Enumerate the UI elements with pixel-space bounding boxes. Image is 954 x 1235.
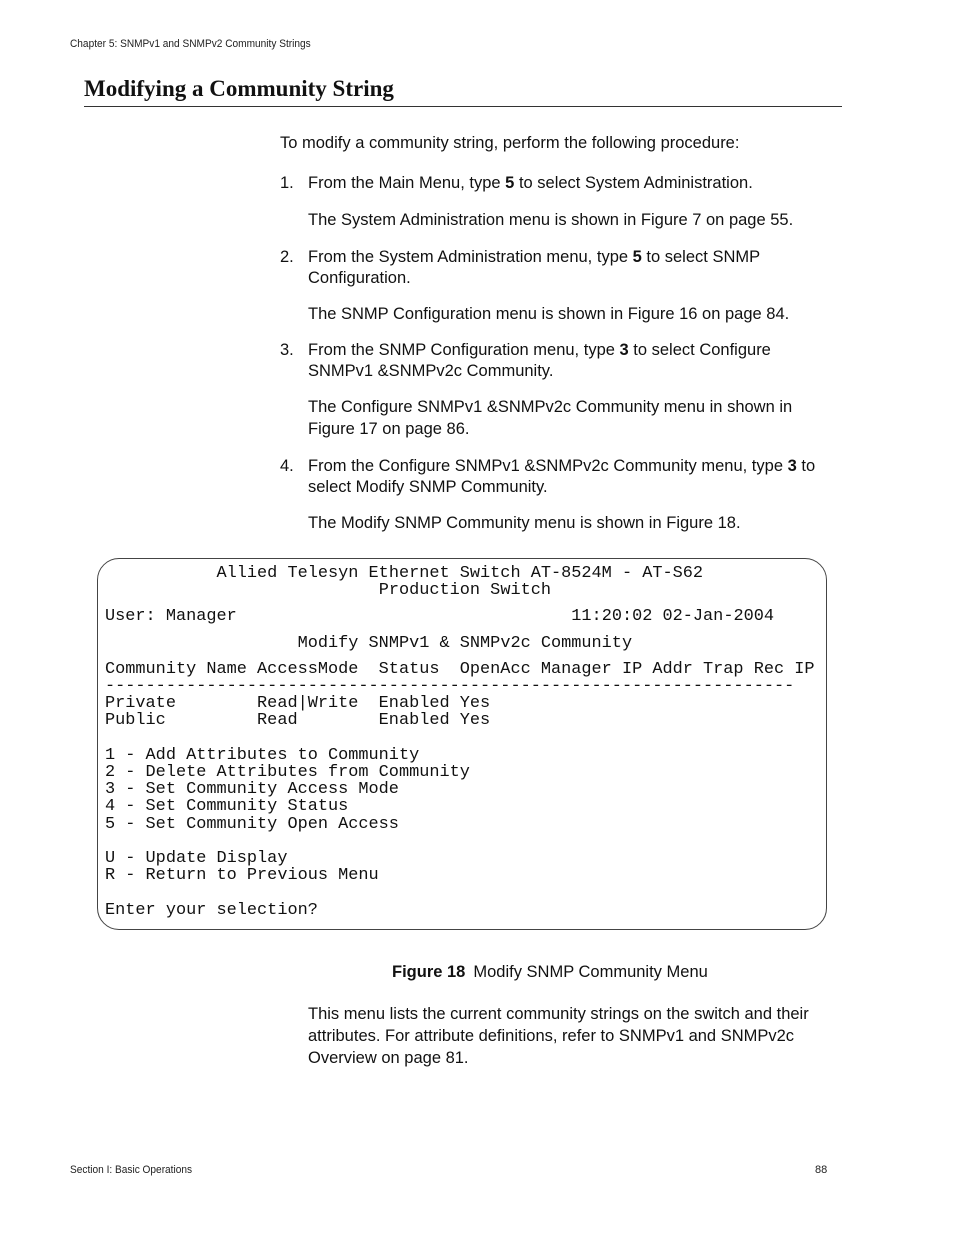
terminal-menu-title-line xyxy=(105,635,632,652)
step-text-pre: From the Main Menu, type xyxy=(308,174,506,192)
closing-paragraph: This menu lists the current community strings on the switch and their attributes. For attribute definitions, refer to SNMPv1 and SNMPv2c Overview on page 81. xyxy=(308,1005,809,1067)
step-text xyxy=(308,456,843,498)
step-number: 1. xyxy=(280,174,294,192)
step-number: 2. xyxy=(280,248,294,266)
step-4-note: The Modify SNMP Community menu is shown in Figure 18. xyxy=(308,514,741,532)
menu-option-return[interactable]: R - Return to Previous Menu xyxy=(105,866,379,886)
step-text-post: to select Modify SNMP Community. xyxy=(308,457,816,496)
terminal-banner-line2 xyxy=(105,581,551,600)
step-1-note: The System Administration menu is shown in Figure 7 on page 55. xyxy=(308,211,794,229)
terminal-screen xyxy=(105,565,815,919)
selection-prompt[interactable]: Enter your selection? xyxy=(105,900,318,920)
terminal-banner-line1 xyxy=(105,564,703,583)
step-text xyxy=(308,173,843,194)
running-header: Chapter 5: SNMPv1 and SNMPv2 Community Strings xyxy=(70,38,311,50)
terminal-separator: -------------------------------------------------------------------- xyxy=(105,677,795,697)
figure-caption-text: Modify SNMP Community Menu xyxy=(473,963,708,981)
step-key: 5 xyxy=(632,248,642,266)
menu-option-4[interactable]: 4 - Set Community Status xyxy=(105,797,349,817)
step-number: 3. xyxy=(280,341,294,359)
menu-option-5[interactable]: 5 - Set Community Open Access xyxy=(105,814,399,834)
step-key: 3 xyxy=(619,341,629,359)
figure-caption xyxy=(392,963,708,982)
step-2-note: The SNMP Configuration menu is shown in Figure 16 on page 84. xyxy=(308,305,790,323)
terminal-user: User: Manager xyxy=(105,607,237,627)
intro-paragraph: To modify a community string, perform the following procedure: xyxy=(280,134,740,152)
menu-option-2[interactable]: 2 - Delete Attributes from Community xyxy=(105,763,470,783)
banner-switch-name: Production Switch xyxy=(378,581,552,601)
terminal-status-line xyxy=(105,608,774,625)
banner-product: Allied Telesyn Ethernet Switch AT-8524M - AT-S62 xyxy=(216,564,704,583)
menu-option-update-display[interactable]: U - Update Display xyxy=(105,849,288,869)
menu-option-1[interactable]: 1 - Add Attributes to Community xyxy=(105,745,420,765)
step-text xyxy=(308,340,808,382)
step-text-pre: From the SNMP Configuration menu, type xyxy=(308,341,620,359)
step-number: 4. xyxy=(280,457,294,475)
step-3-note: The Configure SNMPv1 &SNMPv2c Community menu in shown in Figure 17 on page 86. xyxy=(308,398,793,438)
step-text xyxy=(308,247,798,289)
step-text-pre: From the System Administration menu, type xyxy=(308,248,633,266)
page-number: 88 xyxy=(815,1164,828,1176)
step-text-post: to select SNMP Configuration. xyxy=(308,248,760,287)
section-title: Modifying a Community String xyxy=(84,76,842,107)
terminal-column-headers: Community Name AccessMode Status OpenAcc Manager IP Addr Trap Rec IP xyxy=(105,659,815,679)
menu-option-3[interactable]: 3 - Set Community Access Mode xyxy=(105,780,399,800)
community-row-private: Private Read|Write Enabled Yes xyxy=(105,694,491,714)
figure-number: Figure 18 xyxy=(392,963,466,981)
step-text-post: to select System Administration. xyxy=(514,174,753,192)
step-text-post: to select Configure SNMPv1 &SNMPv2c Community. xyxy=(308,341,771,380)
footer-section: Section I: Basic Operations xyxy=(70,1164,193,1176)
step-key: 5 xyxy=(505,174,515,192)
community-row-public: Public Read Enabled Yes xyxy=(105,711,491,731)
step-text-pre: From the Configure SNMPv1 &SNMPv2c Community menu, type xyxy=(308,457,788,475)
terminal-timestamp: 11:20:02 02-Jan-2004 xyxy=(571,607,775,627)
terminal-menu-title: Modify SNMPv1 & SNMPv2c Community xyxy=(297,633,633,653)
step-key: 3 xyxy=(787,457,797,475)
